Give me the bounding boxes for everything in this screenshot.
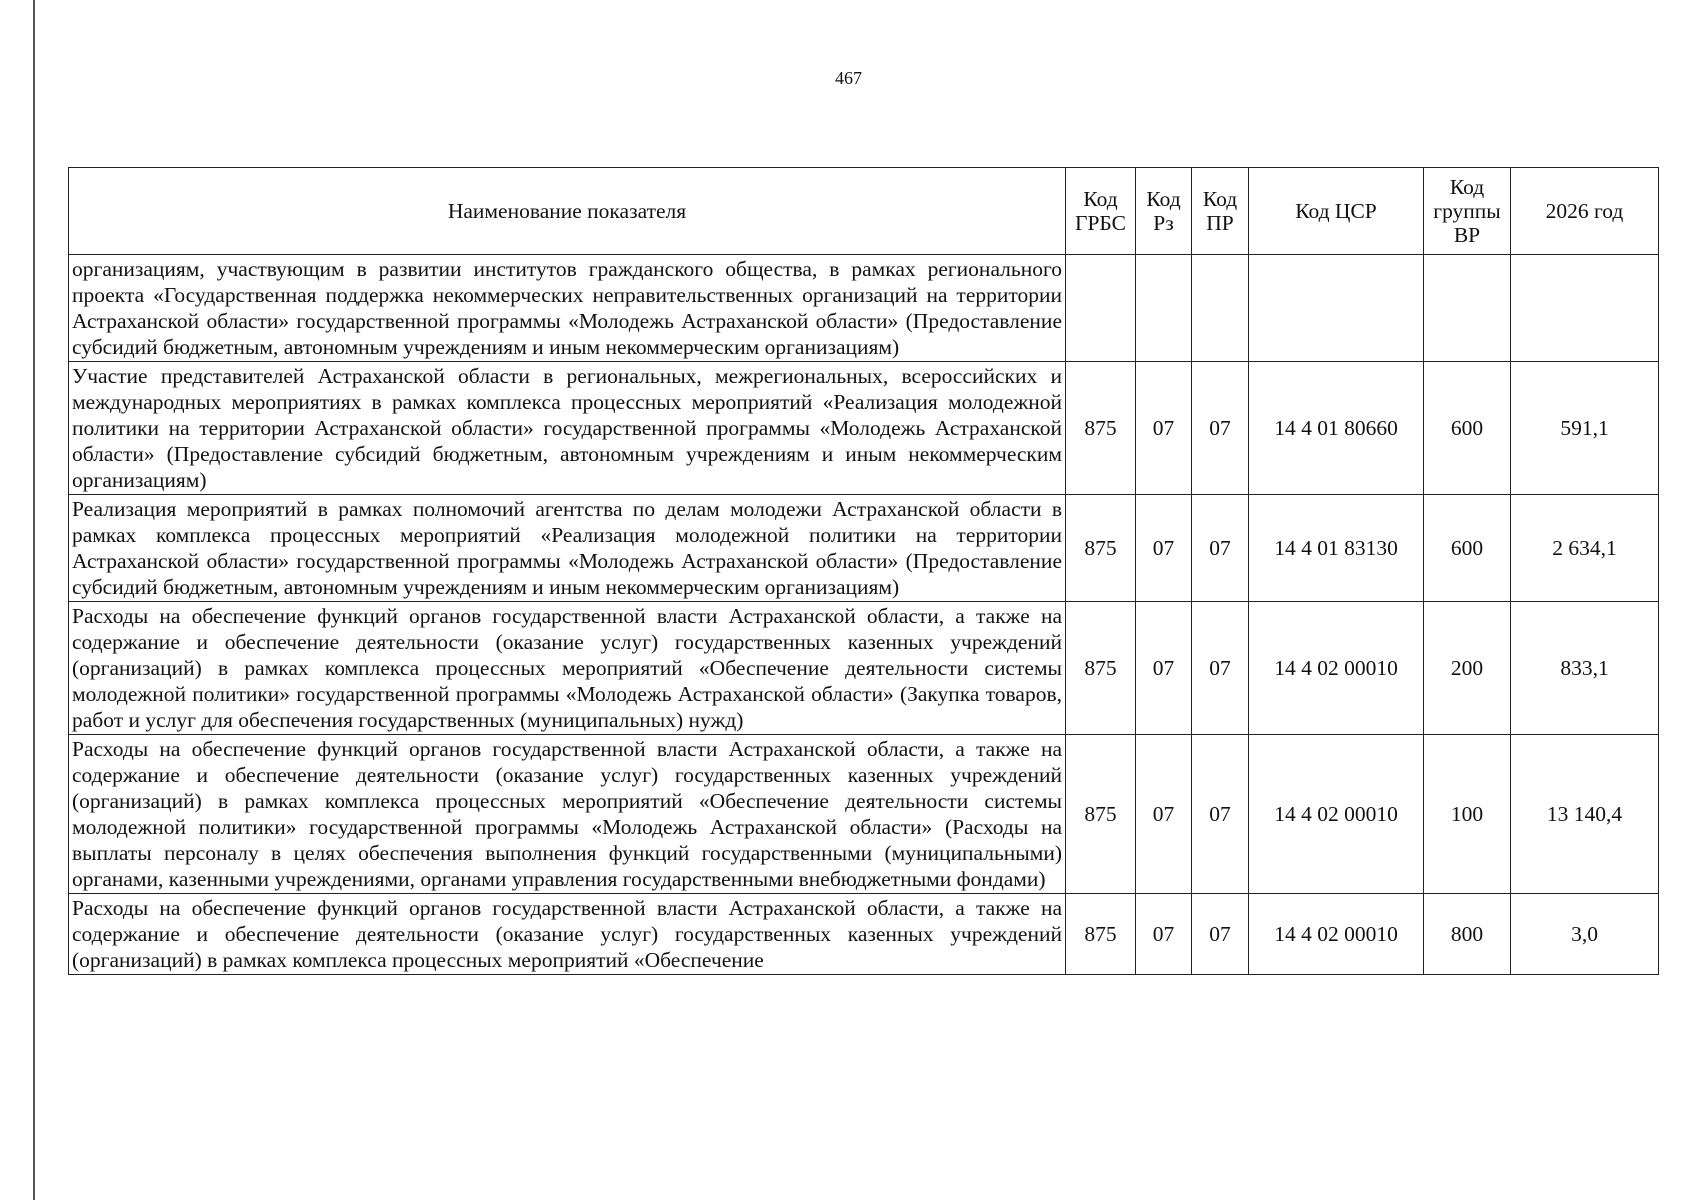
row-vr: 200 bbox=[1424, 602, 1511, 735]
header-name: Наименование показателя bbox=[69, 168, 1066, 255]
table-row bbox=[69, 602, 1659, 735]
row-name: Расходы на обеспечение функций органов государственной власти Астраханской области, а также на содержание и обеспечение деятельности (оказание услуг) государственных казенных учреждений (организаций) в рамках комплекса процессных мероприятий «Обеспечение деятельности системы молодежной политики» государственной программы «Молодежь Астраханской области» (Закупка товаров, работ и услуг для обеспечения государственных (муниципальных) нужд) bbox=[69, 602, 1066, 735]
header-vr: Код группы ВР bbox=[1424, 168, 1511, 255]
row-vr: 800 bbox=[1424, 894, 1511, 975]
row-rz: 07 bbox=[1136, 362, 1192, 495]
header-rz: Код Рз bbox=[1136, 168, 1192, 255]
row-year: 2 634,1 bbox=[1511, 495, 1659, 602]
header-grbs: Код ГРБС bbox=[1066, 168, 1136, 255]
binding-margin-line bbox=[33, 0, 35, 1200]
budget-table bbox=[68, 167, 1659, 975]
row-name: организациям, участвующим в развитии институтов гражданского общества, в рамках регионального проекта «Государственная поддержка некоммерческих неправительственных организаций на территории Астраханской области» государственной программы «Молодежь Астраханской области» (Предоставление субсидий бюджетным, автономным учреждениям и иным некоммерческим организациям) bbox=[69, 255, 1066, 362]
row-grbs: 875 bbox=[1066, 735, 1136, 894]
row-rz bbox=[1136, 255, 1192, 362]
row-pr: 07 bbox=[1192, 362, 1249, 495]
row-csr: 14 4 02 00010 bbox=[1249, 602, 1424, 735]
row-vr: 600 bbox=[1424, 495, 1511, 602]
row-name: Реализация мероприятий в рамках полномочий агентства по делам молодежи Астраханской области в рамках комплекса процессных мероприятий «Реализация молодежной политики на территории Астраханской области» государственной программы «Молодежь Астраханской области» (Предоставление субсидий бюджетным, автономным учреждениям и иным некоммерческим организациям) bbox=[69, 495, 1066, 602]
row-grbs: 875 bbox=[1066, 362, 1136, 495]
row-csr bbox=[1249, 255, 1424, 362]
row-rz: 07 bbox=[1136, 735, 1192, 894]
row-vr: 100 bbox=[1424, 735, 1511, 894]
row-rz: 07 bbox=[1136, 602, 1192, 735]
row-pr bbox=[1192, 255, 1249, 362]
row-pr: 07 bbox=[1192, 495, 1249, 602]
row-vr: 600 bbox=[1424, 362, 1511, 495]
row-year: 833,1 bbox=[1511, 602, 1659, 735]
row-csr: 14 4 02 00010 bbox=[1249, 735, 1424, 894]
row-csr: 14 4 01 83130 bbox=[1249, 495, 1424, 602]
row-pr: 07 bbox=[1192, 602, 1249, 735]
header-csr: Код ЦСР bbox=[1249, 168, 1424, 255]
row-pr: 07 bbox=[1192, 894, 1249, 975]
row-vr bbox=[1424, 255, 1511, 362]
row-year: 591,1 bbox=[1511, 362, 1659, 495]
table-row bbox=[69, 735, 1659, 894]
row-csr: 14 4 01 80660 bbox=[1249, 362, 1424, 495]
row-pr: 07 bbox=[1192, 735, 1249, 894]
table-row bbox=[69, 495, 1659, 602]
row-rz: 07 bbox=[1136, 894, 1192, 975]
row-csr: 14 4 02 00010 bbox=[1249, 894, 1424, 975]
row-year bbox=[1511, 255, 1659, 362]
row-grbs: 875 bbox=[1066, 495, 1136, 602]
row-grbs: 875 bbox=[1066, 894, 1136, 975]
row-name: Участие представителей Астраханской области в региональных, межрегиональных, всероссийских и международных мероприятиях в рамках комплекса процессных мероприятий «Реализация молодежной политики на территории Астраханской области» государственной программы «Молодежь Астраханской области» (Предоставление субсидий бюджетным, автономным учреждениям и иным некоммерческим организациям) bbox=[69, 362, 1066, 495]
row-name: Расходы на обеспечение функций органов государственной власти Астраханской области, а также на содержание и обеспечение деятельности (оказание услуг) государственных казенных учреждений (организаций) в рамках комплекса процессных мероприятий «Обеспечение деятельности системы молодежной политики» государственной программы «Молодежь Астраханской области» (Расходы на выплаты персоналу в целях обеспечения выполнения функций государственными (муниципальными) органами, казенными учреждениями, органами управления государственными внебюджетными фондами) bbox=[69, 735, 1066, 894]
row-grbs bbox=[1066, 255, 1136, 362]
row-grbs: 875 bbox=[1066, 602, 1136, 735]
row-year: 3,0 bbox=[1511, 894, 1659, 975]
header-pr: Код ПР bbox=[1192, 168, 1249, 255]
header-year: 2026 год bbox=[1511, 168, 1659, 255]
table-row bbox=[69, 255, 1659, 362]
table-row bbox=[69, 362, 1659, 495]
row-name: Расходы на обеспечение функций органов государственной власти Астраханской области, а также на содержание и обеспечение деятельности (оказание услуг) государственных казенных учреждений (организаций) в рамках комплекса процессных мероприятий «Обеспечение bbox=[69, 894, 1066, 975]
table-body bbox=[69, 255, 1659, 975]
table-row bbox=[69, 894, 1659, 975]
page-number: 467 bbox=[835, 68, 862, 88]
table-header bbox=[69, 168, 1659, 255]
row-rz: 07 bbox=[1136, 495, 1192, 602]
row-year: 13 140,4 bbox=[1511, 735, 1659, 894]
